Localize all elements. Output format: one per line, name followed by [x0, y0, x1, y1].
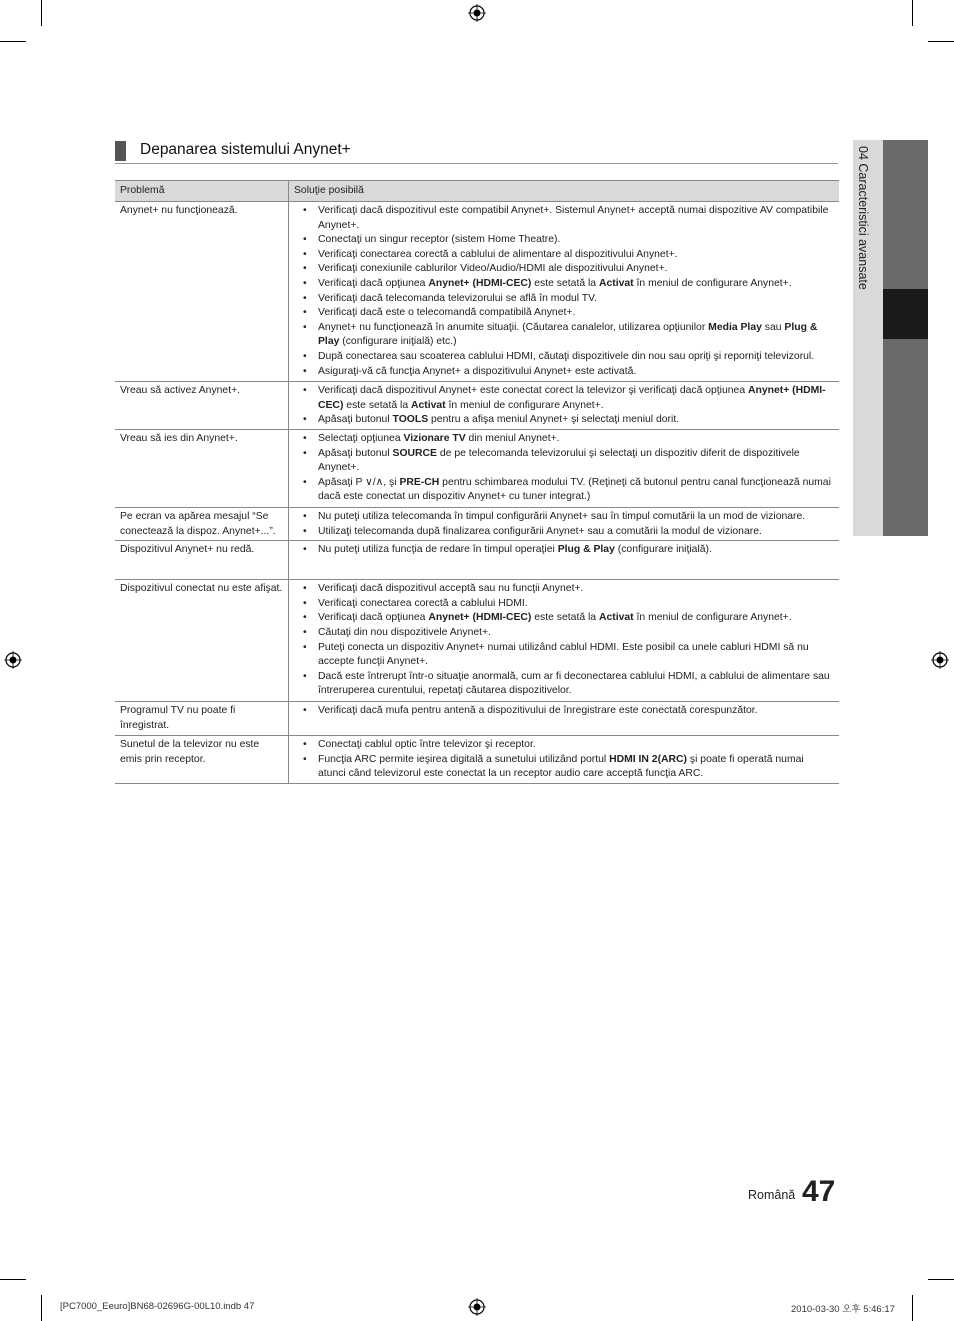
- table-row: [115, 382, 839, 430]
- solution-item: [294, 597, 834, 612]
- problem-cell: Vreau să activez Anynet+.: [115, 382, 289, 430]
- solution-text: sau: [761, 321, 785, 333]
- registration-mark-icon: [468, 1298, 486, 1316]
- emphasized-term: Anynet+ (HDMI-CEC): [318, 385, 826, 411]
- solution-text: Conectaţi cablul optic între televizor şi receptor.: [318, 739, 536, 751]
- solution-item: [294, 704, 834, 719]
- solution-list: [294, 738, 834, 782]
- solution-item: [294, 582, 834, 597]
- solution-text: Verificaţi dacă opţiunea: [318, 277, 429, 289]
- print-file-info: [PC7000_Eeuro]BN68-02696G-00L10.indb 47: [60, 1301, 255, 1312]
- solution-text: de pe telecomanda televizorului şi selectaţi un dispozitiv diferit de dispozitivele Anynet+.: [318, 447, 800, 474]
- crop-mark: [0, 41, 26, 42]
- print-timestamp: 2010-03-30 오후 5:46:17: [791, 1304, 895, 1315]
- solution-text: este setată la: [531, 277, 599, 289]
- solution-cell: [289, 736, 840, 784]
- solution-item: [294, 670, 834, 699]
- table-row: [115, 580, 839, 702]
- crop-mark: [928, 41, 954, 42]
- chapter-tab-block: [883, 140, 928, 289]
- solution-text: Apăsaţi P ∨/∧, şi: [318, 476, 400, 488]
- solution-text: Funcţia ARC permite ieşirea digitală a sunetului utilizând portul: [318, 753, 610, 765]
- problem-cell: Anynet+ nu funcţionează.: [115, 202, 289, 382]
- solution-text: în meniul de configurare Anynet+.: [633, 277, 792, 289]
- section-title: Depanarea sistemului Anynet+: [140, 141, 351, 158]
- solution-text: Selectaţi opţiunea: [318, 433, 404, 444]
- registration-mark-icon: [468, 4, 486, 22]
- heading-bar: [115, 141, 126, 161]
- solution-list: [294, 510, 834, 539]
- table-body: [115, 202, 839, 784]
- solution-item: [294, 543, 834, 558]
- solution-list: [294, 204, 834, 379]
- solution-text: Verificaţi dacă dispozitivul acceptă sau nu funcţii Anynet+.: [318, 583, 584, 595]
- solution-cell: [289, 202, 840, 382]
- solution-text: (configurare iniţială).: [614, 544, 712, 556]
- solution-item: [294, 626, 834, 641]
- solution-item: [294, 476, 834, 505]
- solution-text: Asiguraţi-vă că funcţia Anynet+ a dispozitivului Anynet+ este activată.: [318, 365, 637, 377]
- solution-text: este setată la: [531, 612, 599, 624]
- emphasized-term: SOURCE: [392, 447, 437, 459]
- emphasized-term: Activat: [598, 612, 634, 624]
- solution-text: Verificaţi dacă telecomanda televizorului se află în modul TV.: [318, 292, 597, 304]
- registration-mark-icon: [4, 651, 22, 669]
- solution-item: [294, 525, 834, 540]
- problem-cell: Sunetul de la televizor nu este emis prin receptor.: [115, 736, 289, 784]
- chapter-tab-active-block: [883, 289, 928, 339]
- crop-mark: [41, 0, 42, 26]
- solution-text: Nu puteţi utiliza funcţia de redare în timpul operaţiei: [318, 544, 558, 556]
- solution-text: Verificaţi dacă este o telecomandă compatibilă Anynet+.: [318, 307, 576, 319]
- solution-list: [294, 543, 834, 558]
- solution-item: [294, 204, 834, 233]
- table-row: [115, 702, 839, 736]
- solution-text: Verificaţi conectarea corectă a cablului de alimentare al dispozitivului Anynet+.: [318, 248, 678, 260]
- solution-text: Căutaţi din nou dispozitivele Anynet+.: [318, 626, 492, 638]
- solution-item: [294, 432, 834, 447]
- solution-text: în meniul de configurare Anynet+.: [633, 612, 792, 624]
- solution-text: Apăsaţi butonul: [318, 447, 393, 459]
- table-row: [115, 736, 839, 784]
- solution-item: [294, 510, 834, 525]
- solution-item: [294, 611, 834, 626]
- page-language: Română: [748, 1188, 796, 1202]
- column-header-problem: Problemă: [115, 181, 289, 202]
- solution-item: [294, 365, 834, 380]
- chapter-tab-label: 04 Caracteristici avansate: [856, 146, 870, 290]
- crop-mark: [41, 1295, 42, 1321]
- solution-cell: [289, 508, 840, 541]
- solution-text: Verificaţi conectarea corectă a cablului HDMI.: [318, 597, 528, 609]
- table-row: [115, 508, 839, 541]
- solution-text: După conectarea sau scoaterea cablului HDMI, căutaţi dispozitivele din nou sau opriţi şi reporniţi televizorul.: [318, 350, 815, 362]
- problem-cell: Vreau să ies din Anynet+.: [115, 430, 289, 508]
- solution-text: este setată la: [343, 399, 411, 411]
- registration-mark-icon: [931, 651, 949, 669]
- emphasized-term: Anynet+ (HDMI-CEC): [428, 612, 532, 624]
- solution-item: [294, 292, 834, 307]
- problem-cell: Dispozitivul conectat nu este afişat.: [115, 580, 289, 702]
- solution-text: Dacă este întrerupt într-o situaţie anormală, cum ar fi deconectarea cablului HDMI, a cablului de alimentare sau întreruperea curentului, repetaţi căutarea dispozitivelor.: [318, 670, 830, 697]
- solution-text: Conectaţi un singur receptor (sistem Home Theatre).: [318, 234, 561, 246]
- solution-text: şi poate fi operată numai atunci când televizorul este conectat la un receptor audio care acceptă funcţia ARC.: [318, 753, 804, 780]
- problem-cell: Pe ecran va apărea mesajul “Se conectează la dispoz. Anynet+...”.: [115, 508, 289, 541]
- solution-item: [294, 753, 834, 782]
- solution-item: [294, 277, 834, 292]
- solution-text: Verificaţi conexiunile cablurilor Video/Audio/HDMI ale dispozitivului Anynet+.: [318, 263, 668, 275]
- section-heading: [115, 139, 838, 164]
- solution-cell: [289, 382, 840, 430]
- emphasized-term: HDMI IN 2(ARC): [609, 753, 688, 765]
- emphasized-term: Plug & Play: [557, 544, 615, 556]
- solution-text: în meniul de configurare Anynet+.: [445, 399, 604, 411]
- page-number: 47: [802, 1175, 836, 1208]
- solution-text: Verificaţi dacă mufa pentru antenă a dispozitivului de înregistrare este conectată corespunzător.: [318, 705, 758, 717]
- solution-text: (configurare iniţială) etc.): [339, 336, 457, 348]
- chapter-tab-block: [883, 339, 928, 536]
- solution-item: [294, 350, 834, 365]
- emphasized-term: Activat: [598, 277, 634, 289]
- solution-cell: [289, 541, 840, 580]
- solution-text: Nu puteţi utiliza telecomanda în timpul configurării Anynet+ sau în timpul comutării la un mod de vizionare.: [318, 511, 806, 522]
- solution-item: [294, 413, 834, 428]
- solution-item: [294, 321, 834, 350]
- solution-text: pentru a afişa meniul Anynet+ şi selectaţi meniul dorit.: [428, 414, 680, 426]
- solution-item: [294, 447, 834, 476]
- crop-mark: [912, 0, 913, 26]
- solution-item: [294, 738, 834, 753]
- solution-text: pentru schimbarea modului TV. (Reţineţi că butonul pentru canal funcţionează numai dacă este conectat un dispozitiv Anynet+ cu tuner integrat.): [318, 476, 831, 503]
- emphasized-term: TOOLS: [392, 414, 429, 426]
- solution-cell: [289, 430, 840, 508]
- emphasized-term: Media Play: [708, 321, 762, 333]
- solution-item: [294, 262, 834, 277]
- table-header-row: [115, 181, 839, 202]
- emphasized-term: PRE-CH: [399, 476, 440, 488]
- crop-mark: [0, 1279, 26, 1280]
- solution-item: [294, 641, 834, 670]
- solution-text: Verificaţi dacă dispozitivul Anynet+ este conectat corect la televizor şi verificaţi dacă opţiunea: [318, 385, 748, 396]
- column-header-solution: Soluţie posibilă: [289, 181, 840, 202]
- troubleshooting-table: [115, 180, 839, 784]
- emphasized-term: Anynet+ (HDMI-CEC): [428, 277, 532, 289]
- solution-item: [294, 248, 834, 263]
- crop-mark: [928, 1279, 954, 1280]
- problem-cell: Dispozitivul Anynet+ nu redă.: [115, 541, 289, 580]
- solution-list: [294, 432, 834, 505]
- solution-text: Utilizaţi telecomanda după finalizarea configurării Anynet+ sau a comutării la modul de vizionare.: [318, 525, 762, 537]
- solution-text: Apăsaţi butonul: [318, 414, 393, 426]
- solution-cell: [289, 580, 840, 702]
- emphasized-term: Activat: [411, 399, 446, 411]
- solution-item: [294, 233, 834, 248]
- solution-list: [294, 582, 834, 699]
- emphasized-term: Vizionare TV: [403, 433, 466, 444]
- solution-text: din meniul Anynet+.: [465, 433, 560, 444]
- solution-list: [294, 384, 834, 428]
- solution-item: [294, 306, 834, 321]
- solution-item: [294, 384, 834, 413]
- solution-text: Anynet+ nu funcţionează în anumite situaţii. (Căutarea canalelor, utilizarea opţiunilor: [318, 321, 709, 333]
- table-row: [115, 430, 839, 508]
- crop-mark: [912, 1295, 913, 1321]
- table-row: [115, 202, 839, 382]
- solution-text: Puteţi conecta un dispozitiv Anynet+ numai utilizând cablul HDMI. Este posibil ca unele cabluri HDMI să nu accepte funcţii Anynet+.: [318, 641, 809, 668]
- problem-cell: Programul TV nu poate fi înregistrat.: [115, 702, 289, 736]
- solution-cell: [289, 702, 840, 736]
- solution-list: [294, 704, 834, 719]
- table-row: [115, 541, 839, 580]
- solution-text: Verificaţi dacă dispozitivul este compatibil Anynet+. Sistemul Anynet+ acceptă numai dispozitive AV compatibile Anynet+.: [318, 205, 829, 231]
- emphasized-term: Plug & Play: [318, 321, 818, 348]
- solution-text: Verificaţi dacă opţiunea: [318, 612, 429, 624]
